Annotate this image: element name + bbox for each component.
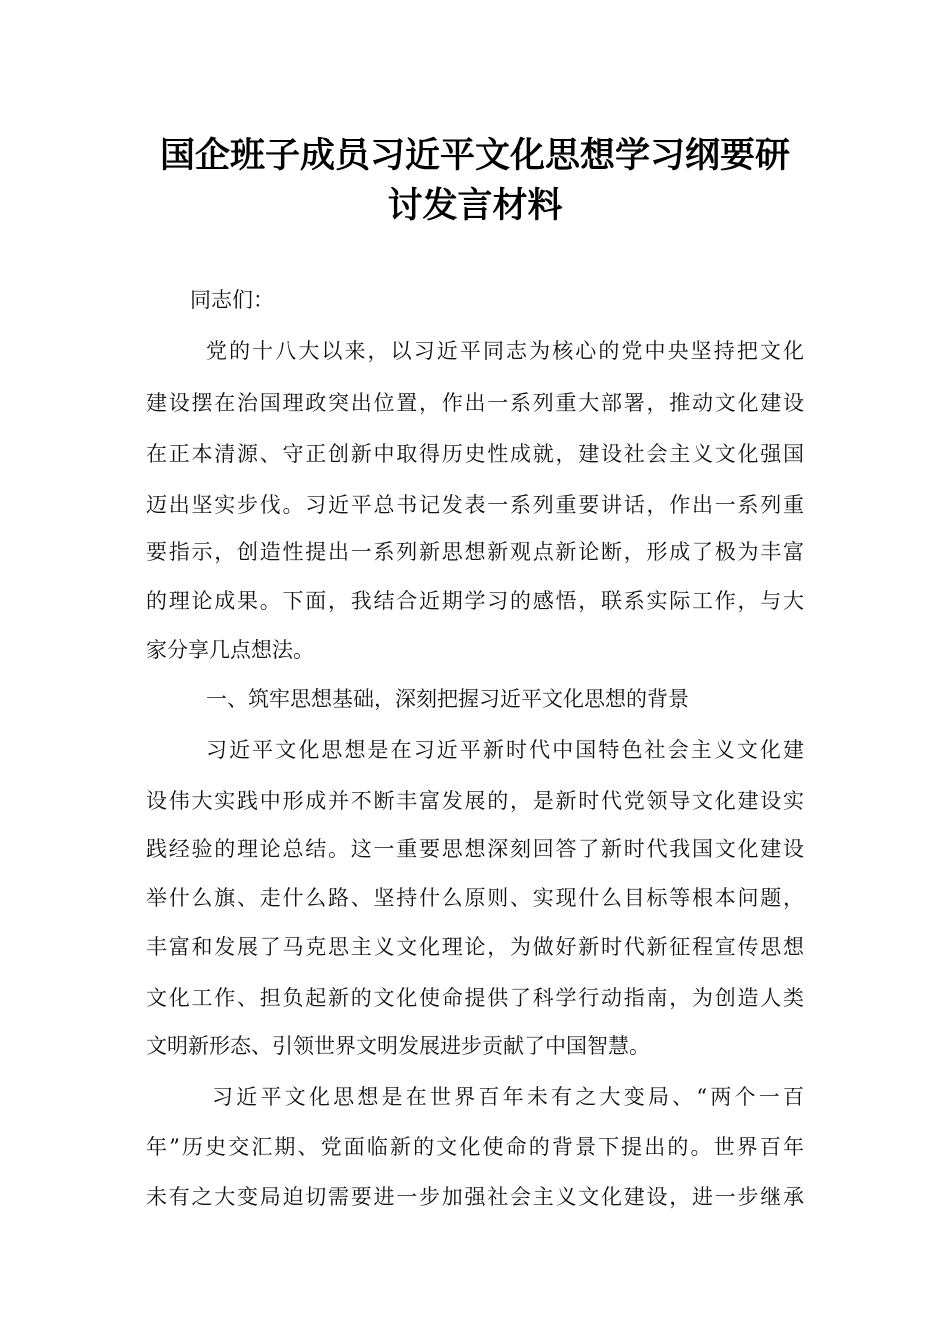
paragraph-1-line: 在正本清源、守正创新中取得历史性成就，建设社会主义文化强国 xyxy=(146,442,804,466)
paragraph-3-line: 未有之大变局迫切需要进一步加强社会主义文化建设，进一步继承 xyxy=(146,1185,804,1209)
paragraph-1-line: 家分享几点想法。 xyxy=(146,638,314,662)
paragraph-1-line: 要指示，创造性提出一系列新思想新观点新论断，形成了极为丰富 xyxy=(146,540,804,564)
paragraph-2-line: 设伟大实践中形成并不断丰富发展的，是新时代党领导文化建设实 xyxy=(146,789,804,813)
document-title-line-1: 国企班子成员习近平文化思想学习纲要研 xyxy=(159,136,790,176)
paragraph-3-line: 习近平文化思想是在世界百年未有之大变局、“两个一百 xyxy=(212,1085,804,1109)
paragraph-1-line: 建设摆在治国理政突出位置，作出一系列重大部署，推动文化建设 xyxy=(146,391,804,415)
salutation: 同志们： xyxy=(190,288,274,312)
paragraph-1-line: 迈出坚实步伐。习近平总书记发表一系列重要讲话，作出一系列重 xyxy=(146,493,804,517)
paragraph-1-line: 的理论成果。下面，我结合近期学习的感悟，联系实际工作，与大 xyxy=(146,589,804,613)
section-heading: 一、筑牢思想基础，深刻把握习近平文化思想的背景 xyxy=(206,687,689,711)
paragraph-2-line: 文明新形态、引领世界文明发展进步贡献了中国智慧。 xyxy=(146,1034,650,1058)
paragraph-2-line: 习近平文化思想是在习近平新时代中国特色社会主义文化建 xyxy=(206,738,804,762)
paragraph-2-line: 文化工作、担负起新的文化使命提供了科学行动指南，为创造人类 xyxy=(146,986,804,1010)
paragraph-2-line: 举什么旗、走什么路、坚持什么原则、实现什么目标等根本问题， xyxy=(146,886,804,910)
paragraph-2-line: 丰富和发展了马克思主义文化理论，为做好新时代新征程宣传思想 xyxy=(146,935,804,959)
paragraph-2-line: 践经验的理论总结。这一重要思想深刻回答了新时代我国文化建设 xyxy=(146,837,804,861)
paragraph-1-line: 党的十八大以来，以习近平同志为核心的党中央坚持把文化 xyxy=(206,339,804,363)
paragraph-3-line: 年”历史交汇期、党面临新的文化使命的背景下提出的。世界百年 xyxy=(146,1135,804,1159)
document-title-line-2: 讨发言材料 xyxy=(387,186,563,226)
